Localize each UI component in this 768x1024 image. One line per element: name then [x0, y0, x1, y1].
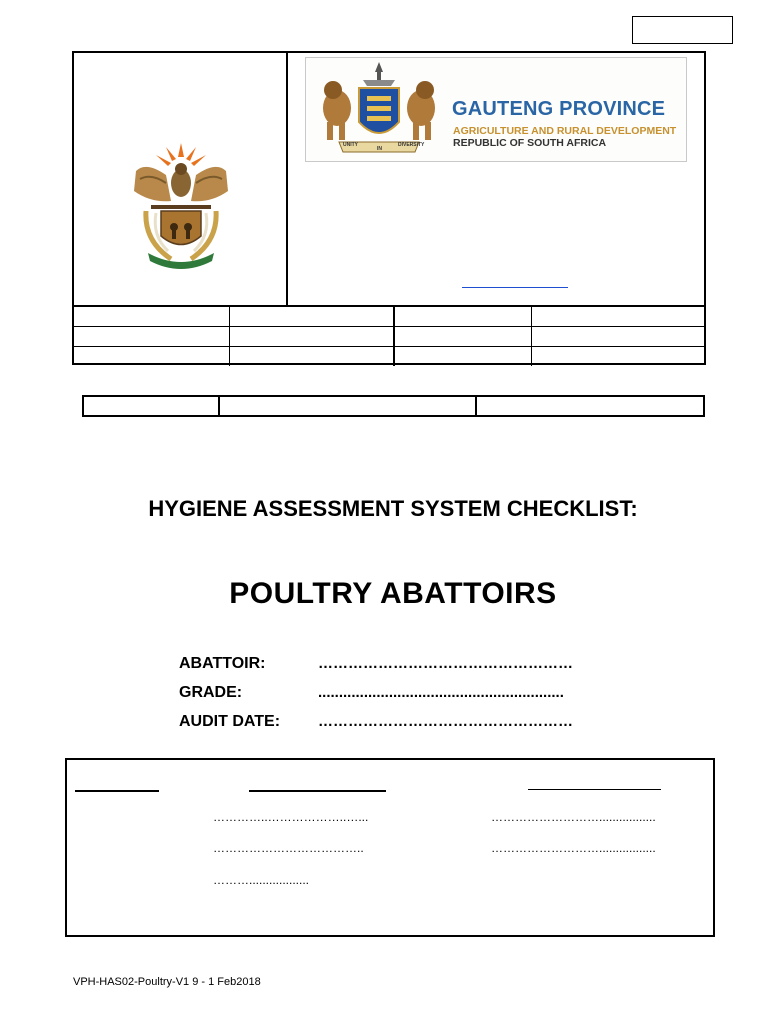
- emblem-ribbon-right: DIVERSITY: [398, 142, 425, 148]
- grade-field[interactable]: ...........................................................: [318, 684, 564, 701]
- logo-cell: [74, 53, 288, 305]
- abattoir-label: ABATTOIR:: [179, 655, 266, 672]
- grid-cell: [83, 396, 219, 416]
- document-title: HYGIENE ASSESSMENT SYSTEM CHECKLIST:: [148, 496, 638, 521]
- grid-cell: [531, 347, 704, 367]
- audit-date-field[interactable]: ……………………………………………: [318, 713, 573, 730]
- signature-field[interactable]: …………..………………..…...: [213, 810, 369, 824]
- grid-cell: [229, 347, 394, 367]
- table-row: [74, 327, 704, 347]
- grid-cell: [74, 327, 229, 347]
- grade-label: GRADE:: [179, 684, 243, 701]
- signature-field[interactable]: ……………………….................: [491, 810, 656, 824]
- document-reference-box: [632, 16, 733, 44]
- signature-field[interactable]: ……………………….................: [491, 841, 656, 855]
- signature-field[interactable]: ………………………………..: [213, 841, 364, 855]
- grid-cell: [476, 396, 704, 416]
- document-footer: VPH-HAS02-Poultry-V1 9 - 1 Feb2018: [73, 976, 261, 988]
- grid-cell: [531, 307, 704, 327]
- hyperlink-underline[interactable]: [462, 287, 568, 288]
- emblem-ribbon-left: UNITY: [343, 142, 358, 148]
- grid-cell: [74, 347, 229, 367]
- grid-cell: [229, 327, 394, 347]
- signature-heading-line: [75, 790, 159, 792]
- grid-cell: [74, 307, 229, 327]
- grid-cell: [394, 307, 531, 327]
- signature-heading-line: [249, 790, 386, 792]
- abattoir-field[interactable]: ……………………………………………: [318, 655, 573, 672]
- grid-cell: [394, 347, 531, 367]
- grid-cell: [219, 396, 476, 416]
- audit-date-label: AUDIT DATE:: [179, 713, 281, 730]
- banner-title: GAUTENG PROVINCE: [452, 98, 666, 120]
- emblem-ribbon-mid: IN: [377, 146, 382, 152]
- header-info-grid: [74, 305, 704, 365]
- south-africa-coat-of-arms-logo: [126, 141, 236, 276]
- signature-heading-line: [528, 789, 661, 790]
- reference-row-table: [82, 395, 705, 417]
- banner-subtitle-country: REPUBLIC OF SOUTH AFRICA: [453, 137, 607, 149]
- signature-box: [65, 758, 715, 937]
- table-row: [74, 347, 704, 367]
- table-row: [74, 307, 704, 327]
- grid-cell: [394, 327, 531, 347]
- header-table: [72, 51, 706, 365]
- document-subtitle: POULTRY ABATTOIRS: [229, 577, 557, 610]
- grid-cell: [229, 307, 394, 327]
- gauteng-province-banner: [305, 57, 687, 162]
- signature-field[interactable]: ………..................: [213, 873, 310, 887]
- grid-cell: [531, 327, 704, 347]
- gauteng-emblem-logo: [309, 60, 449, 160]
- banner-subtitle-department: AGRICULTURE AND RURAL DEVELOPMENT: [453, 125, 677, 137]
- table-row: [83, 396, 704, 416]
